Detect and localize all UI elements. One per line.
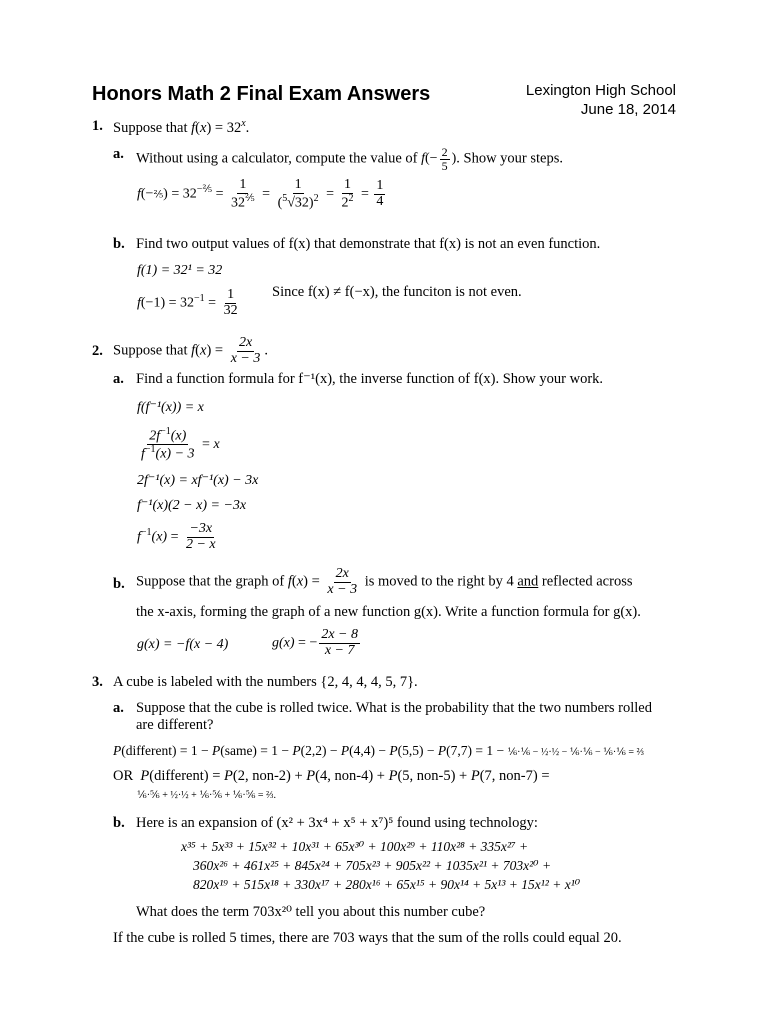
q1b-line1: f(1) = 32¹ = 32 [137,263,223,278]
q3b-question: What does the term 703x²⁰ tell you about this number cube? [136,904,486,920]
q3b-label: b. [113,815,125,831]
q1a-answer: f(−⅖) = $32^{-\frac{2}{5}}$ = $\frac{1}{32^{\frac{2}{5}}}$ = $\frac{1}{(^5√32)^2}$ = $\frac{1}{2^2}$ = $\frac{1}{4}$ [137,177,384,211]
page-title: Honors Math 2 Final Exam Answers [92,83,431,105]
q2b-label: b. [113,576,125,592]
q3a-line3: ⅙·⅚ + ½·½ + ⅙·⅚ + ⅙·⅚ = ⅔. [137,790,277,801]
q1b-note: Since f(x) ≠ f(−x), the funciton is not even. [272,284,522,300]
q2b-text1: Suppose that the graph of f(x) = $\frac{2x}{x - 3}$ is moved to the right by 4 and reflected across [136,566,633,597]
q3b-text: Here is an expansion of (x² + 3x⁴ + x⁵ + x⁷)⁵ found using technology: [136,815,538,831]
exam-date: June 18, 2014 [580,101,676,118]
question-3-prompt: A cube is labeled with the numbers {2, 4, 4, 4, 5, 7}. [113,674,418,690]
question-2-number: 2. [92,343,103,359]
q3a-text1: Suppose that the cube is rolled twice. What is the probability that the two numbers rolled [136,700,652,716]
q2a-step2: $\frac{2f^{-1}(x)}{f^{-1}(x) - 3}$ = x [141,426,220,462]
q1a-label: a. [113,146,124,162]
q2a-step4: f⁻¹(x)(2 − x) = −3x [137,498,247,513]
q2b-answer1: g(x) = −f(x − 4) [137,637,229,652]
question-1-number: 1. [92,118,103,134]
q1b-line2: $f(-1) = 32^{-1}$ = $\frac{1}{32}$ [137,287,238,318]
question-3-number: 3. [92,674,103,690]
q3a-line2: OR P(different) = P(2, non-2) + P(4, non-4) + P(5, non-5) + P(7, non-7) = [113,768,550,784]
question-2-prompt: Suppose that f(x) = $\frac{2x}{x - 3}$ . [113,335,269,366]
q2a-step3: 2f⁻¹(x) = xf⁻¹(x) − 3x [137,473,259,488]
q1a-text-before: Without using a calculator, compute the value of [136,150,418,167]
q1a-text-after: . Show your steps. [456,150,563,167]
q1-prompt-text: Suppose that $f(x) = 32^x$. [113,118,250,136]
q3b-expansion-line2: 360x²⁶ + 461x²⁵ + 845x²⁴ + 705x²³ + 905x²² + 1035x²¹ + 703x²⁰ + [193,858,552,873]
q3a-label: a. [113,700,124,716]
school-info [526,81,676,119]
q1b-text: Find two output values of f(x) that demonstrate that f(x) is not an even function. [136,236,601,252]
question-1-prompt [113,118,249,137]
q2a-step1: f(f⁻¹(x)) = x [137,400,204,415]
school-name: Lexington High School [525,82,676,99]
q3b-expansion-line1: x³⁵ + 5x³³ + 15x³² + 10x³¹ + 65x³⁰ + 100x²⁹ + 110x²⁸ + 335x²⁷ + [181,839,529,854]
q2b-answer2: g(x) = − $\frac{2x - 8}{x - 7}$ [272,627,359,658]
q2a-text: Find a function formula for f⁻¹(x), the inverse function of f(x). Show your work. [136,371,604,387]
q3a-line1: P(different) = 1 − P(same) = 1 − P(2,2) − P(4,4) − P(5,5) − P(7,7) = 1 − ⅙·⅙ − ½·½ − ⅙·⅙ − ⅙·⅙ = ⅔ [113,743,645,758]
q3b-answer: If the cube is rolled 5 times, there are 703 ways that the sum of the rolls could equal 20. [113,930,622,946]
q3b-expansion-line3: 820x¹⁹ + 515x¹⁸ + 330x¹⁷ + 280x¹⁶ + 65x¹⁵ + 90x¹⁴ + 5x¹³ + 15x¹² + x¹⁰ [193,877,581,892]
q1a-text [136,146,563,172]
q3a-text2: are different? [136,717,214,733]
q1a-expression: f(− $\frac{2}{5}$ ) [421,145,457,173]
q1b-label: b. [113,236,125,252]
q2a-label: a. [113,371,124,387]
q2b-text2: the x-axis, forming the graph of a new function g(x). Write a function formula for g(x). [136,604,641,620]
q2a-step5: $f^{-1}(x)$ = $\frac{-3x}{2 - x}$ [137,521,216,552]
